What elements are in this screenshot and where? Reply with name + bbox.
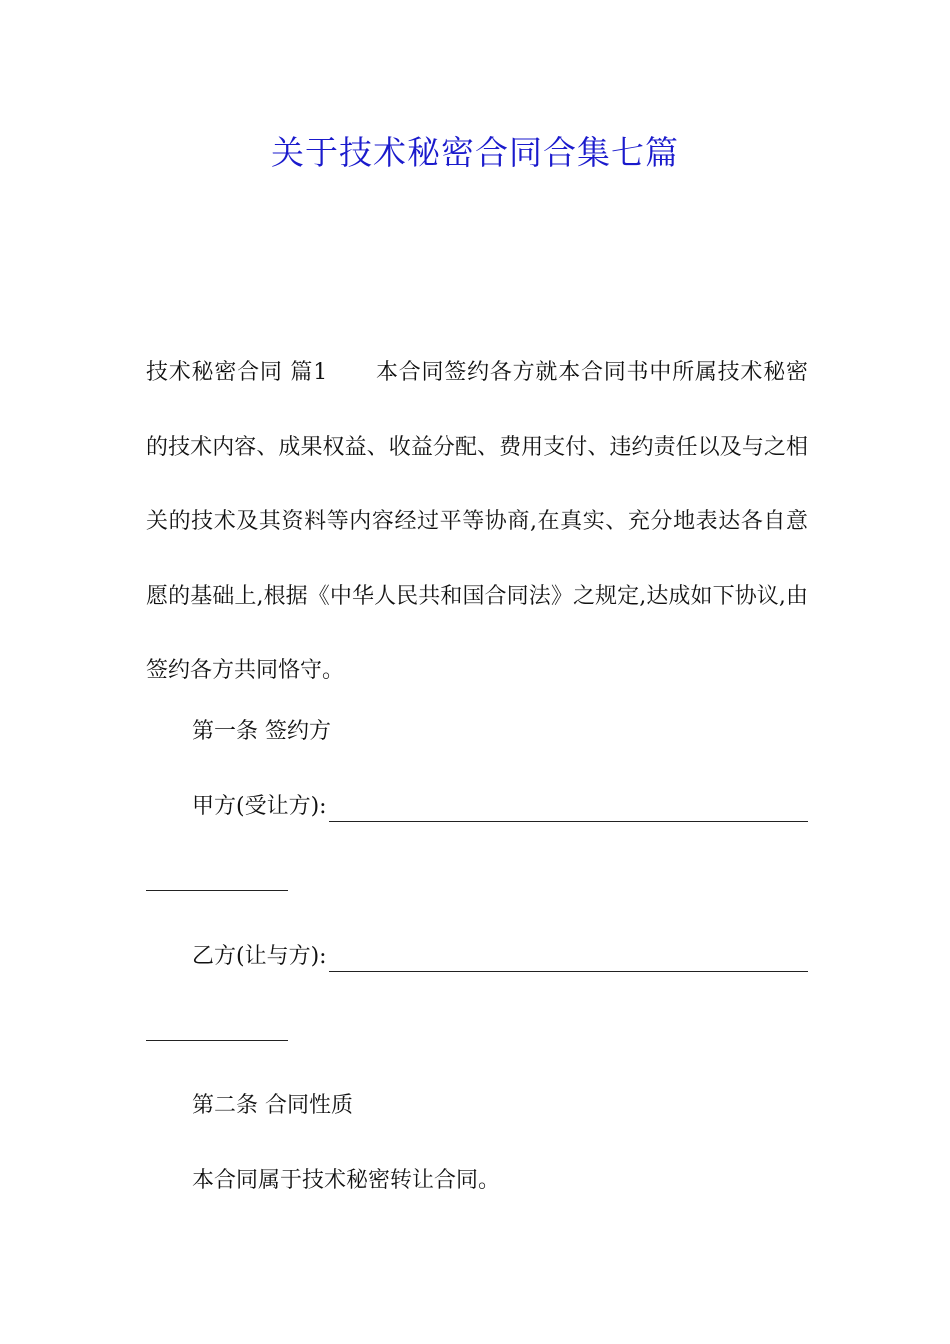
article2-text: 本合同属于技术秘密转让合同。	[192, 1168, 501, 1193]
party-a-blank-line-continued	[146, 890, 288, 891]
party-b-blank-line	[329, 949, 808, 972]
party-b-row	[146, 942, 808, 972]
article1-heading: 第一条 签约方	[192, 719, 331, 744]
party-b-blank-line-continued	[146, 1040, 288, 1041]
party-a-blank-line	[329, 799, 808, 822]
party-b-label: 乙方(让与方):	[192, 944, 327, 969]
document-title: 关于技术秘密合同合集七篇	[271, 133, 679, 172]
intro-text: 本合同签约各方就本合同书中所属技术秘密的技术内容、成果权益、收益分配、费用支付、违约责任以及与之相关的技术及其资料等内容经过平等协商,在真实、充分地表达各自意愿的基础上,根据《中华人民共和国合同法》之规定,达成如下协议,由签约各方共同恪守。	[146, 360, 808, 684]
article2-heading: 第二条 合同性质	[192, 1093, 353, 1118]
party-a-row	[146, 792, 808, 822]
party-a-label: 甲方(受让方):	[192, 794, 327, 819]
intro-paragraph	[146, 336, 808, 709]
intro-heading: 技术秘密合同 篇1	[146, 360, 328, 385]
